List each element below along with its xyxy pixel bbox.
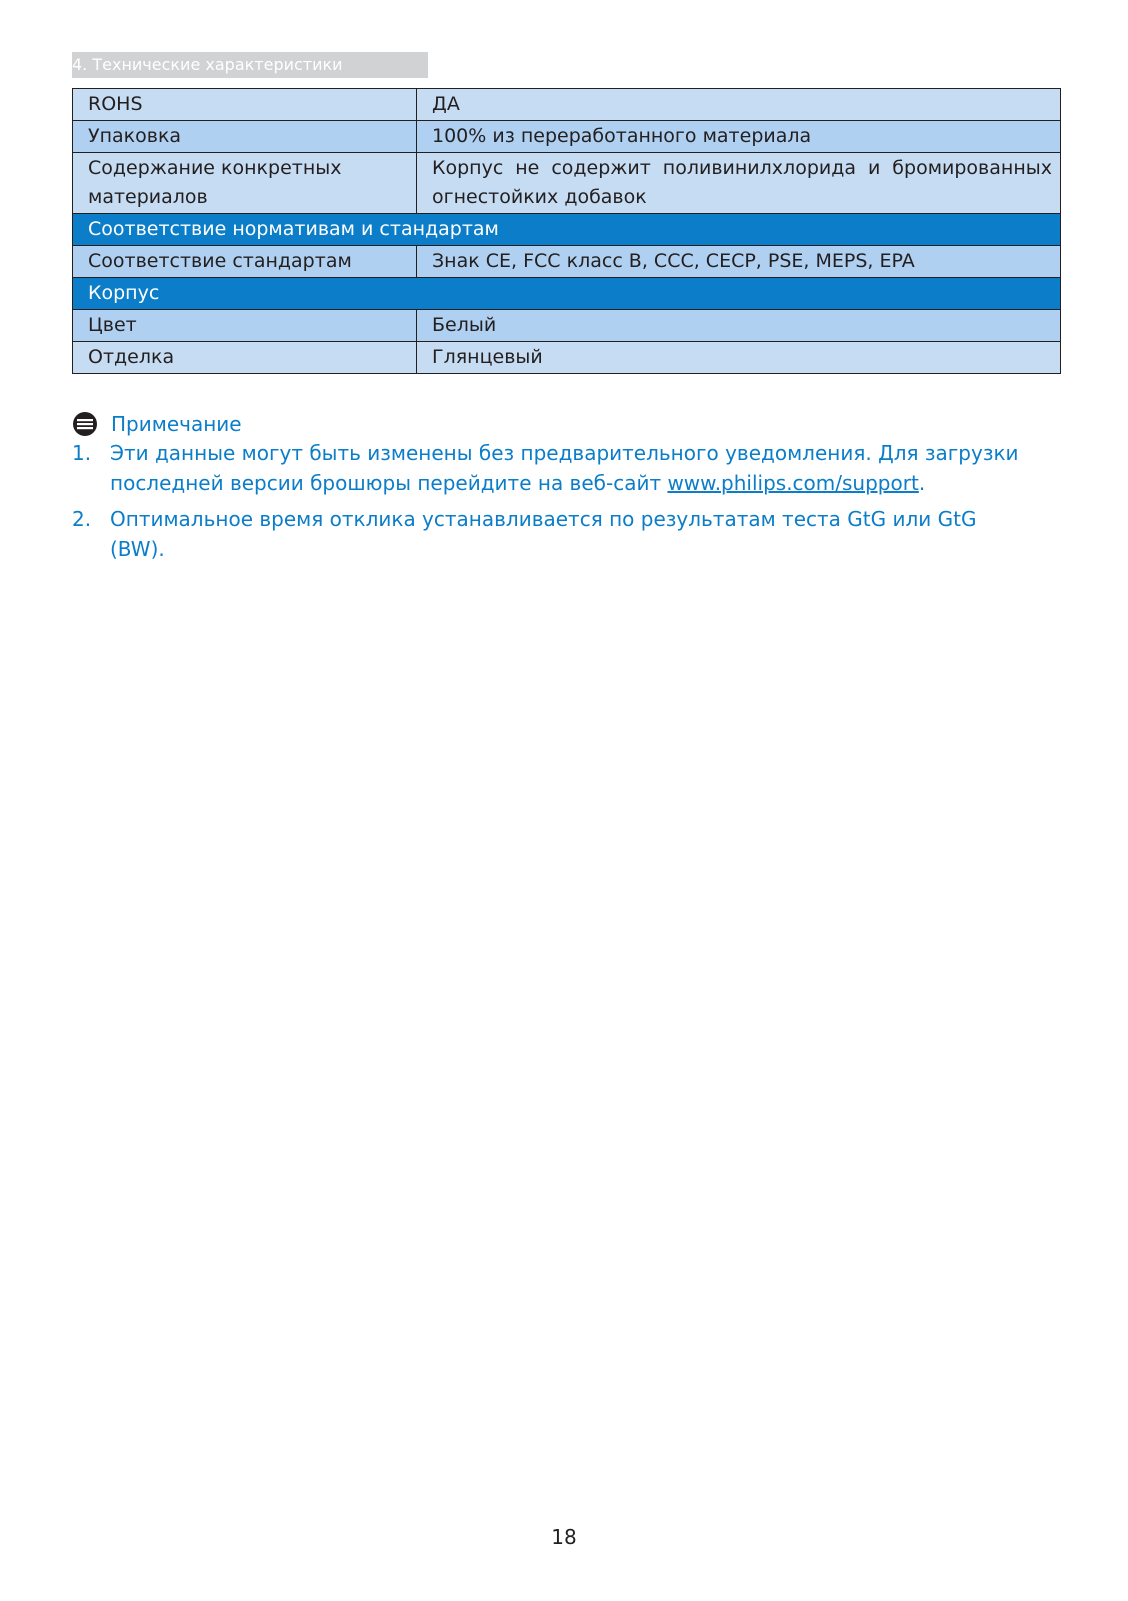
note-item [72,438,1032,498]
note-item-text-end: . [918,471,926,495]
note-header [73,410,473,438]
table-row [73,89,1061,121]
spec-label-rohs: ROHS [73,89,417,121]
spec-label-materials: Содержание конкретных материалов [73,153,417,214]
table-row [73,153,1061,214]
spec-label-finish: Отделка [73,342,417,374]
support-link[interactable]: www.philips.com/support [667,471,919,495]
spec-table [72,88,1061,374]
spec-value-packaging: 100% из переработанного материала [417,121,1061,153]
table-section-row [73,278,1061,310]
note-item-text: Оптимальное время отклика устанавливается по результатам теста GtG или GtG (BW). [110,507,977,561]
section-label: 4. Технические характеристики [72,55,343,74]
spec-value-finish: Глянцевый [417,342,1061,374]
table-row [73,246,1061,278]
table-section-row [73,214,1061,246]
spec-value-standards: Знак CE, FCC класс B, CCC, CECP, PSE, MEPS, EPA [417,246,1061,278]
note-item-number: 1. [72,441,92,465]
note-icon [73,412,97,436]
section-cabinet-title: Корпус [73,278,1061,310]
table-row [73,342,1061,374]
spec-value-rohs: ДА [417,89,1061,121]
spec-label-packaging: Упаковка [73,121,417,153]
spec-label-standards: Соответствие стандартам [73,246,417,278]
note-item [72,504,1032,564]
spec-value-materials: Корпус не содержит поливинилхлорида и бромированных огнестойких добавок [417,153,1061,214]
table-row [73,310,1061,342]
note-title: Примечание [111,412,242,436]
spec-value-color: Белый [417,310,1061,342]
spec-label-color: Цвет [73,310,417,342]
note-item-text-main: Эти данные могут быть изменены без предварительного уведомления. Для загрузки последней версии брошюры перейдите на веб-сайт [110,441,1019,495]
table-row [73,121,1061,153]
note-item-number: 2. [72,507,92,531]
section-compliance-title: Соответствие нормативам и стандартам [73,214,1061,246]
section-tab [72,52,428,78]
note-item-text [110,438,1032,498]
page-number: 18 [551,1525,577,1549]
